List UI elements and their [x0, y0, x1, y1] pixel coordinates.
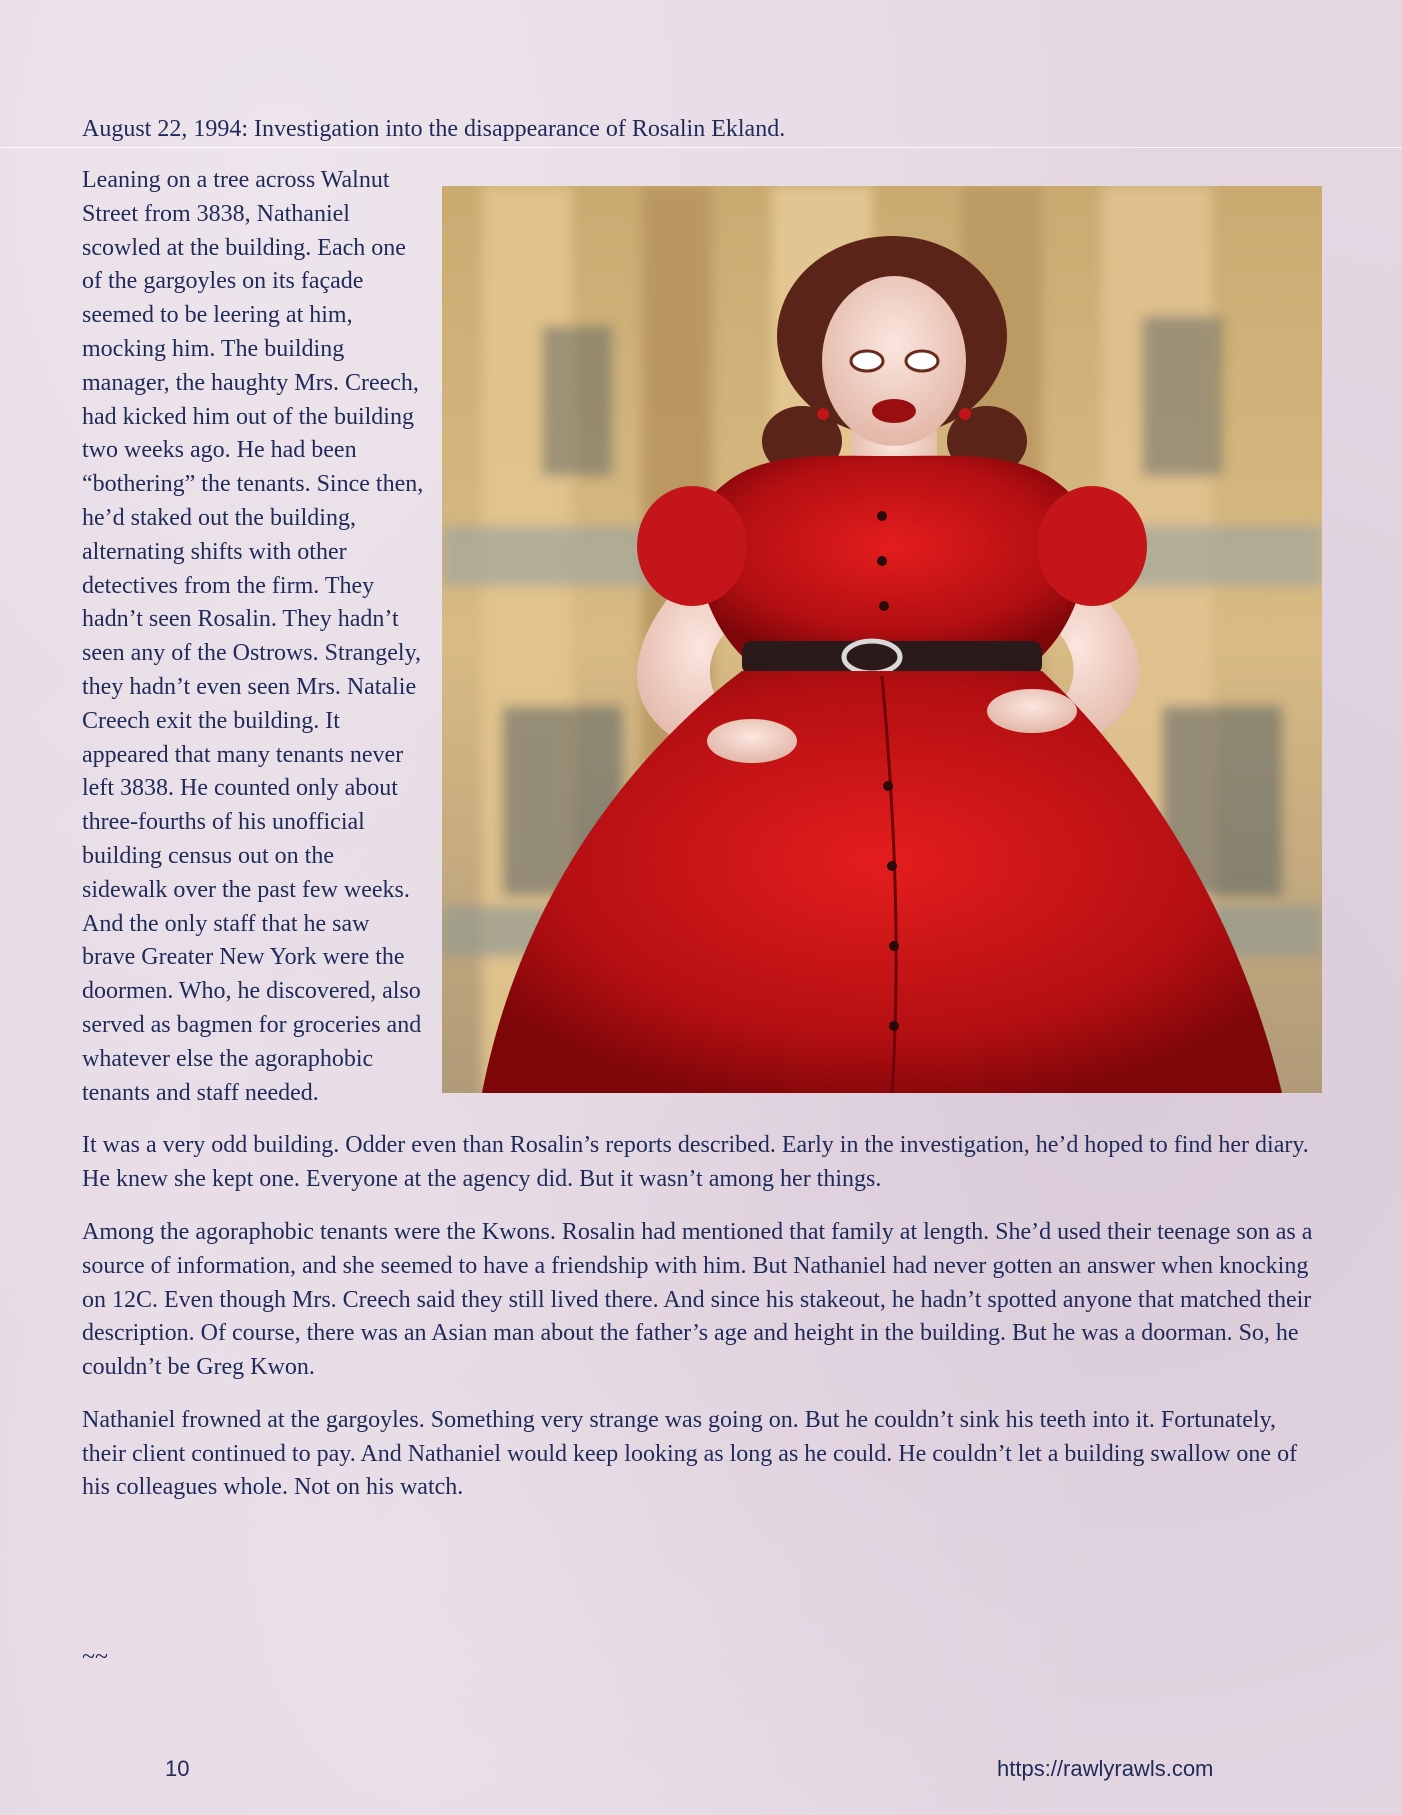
paragraph: Among the agoraphobic tenants were the Kwons. Rosalin had mentioned that family at length. She’d used their teenage son as a source of information, and she seemed to have a friendship with him. But Nathaniel had never gotten an answer when knocking on 12C. Even though Mrs. Creech said they still lived there. And since his stakeout, he hadn’t spotted anyone that matched their description. Of course, there was an Asian man about the father’s age and height in the building. But he was a doorman. So, he couldn’t be Greg Kwon. [82, 1218, 1313, 1381]
illustration-svg [442, 186, 1322, 1093]
chapter-header: August 22, 1994: Investigation into the disappearance of Rosalin Ekland. [82, 116, 786, 142]
paragraph: Leaning on a tree across Walnut Street from 3838, Nathaniel scowled at the building. Each one of the gargoyles on its façade seemed to be leering at him, mocking him. The building manager, the haughty Mrs. Creech, had kicked him out of the building two weeks ago. He had been “bothering” the tenants. Since then, he’d staked out the building, alternating shifts with other detectives from the firm. They hadn’t seen Rosalin. They hadn’t seen any of the Ostrows. Strangely, they hadn’t even seen Mrs. Natalie Creech exit the building. It appeared that many tenants never left 3838. He counted only about three-fourths of his unofficial building census out on the sidewalk over the past few weeks. And the only staff that he saw brave Greater New York were the doormen. Who, he discovered, also served as bagmen for groceries and whatever else the agoraphobic tenants and staff needed. [82, 167, 424, 1106]
header-divider [0, 147, 1402, 148]
section-separator: ~~ [82, 1644, 108, 1670]
story-body [82, 164, 1322, 1524]
paragraph: Nathaniel frowned at the gargoyles. Something very strange was going on. But he couldn’t sink his teeth into it. Fortunately, their client continued to pay. And Nathaniel would keep looking as long as he could. He couldn’t let a building swallow one of his colleagues whole. Not on his watch. [82, 1406, 1298, 1501]
website-link[interactable]: https://rawlyrawls.com [997, 1756, 1214, 1781]
woman-in-red-dress-illustration [442, 186, 1322, 1093]
page-number: 10 [165, 1756, 190, 1781]
paragraph: It was a very odd building. Odder even than Rosalin’s reports described. Early in the investigation, he’d hoped to find her diary. He knew she kept one. Everyone at the agency did. But it wasn’t among her things. [82, 1132, 1309, 1193]
